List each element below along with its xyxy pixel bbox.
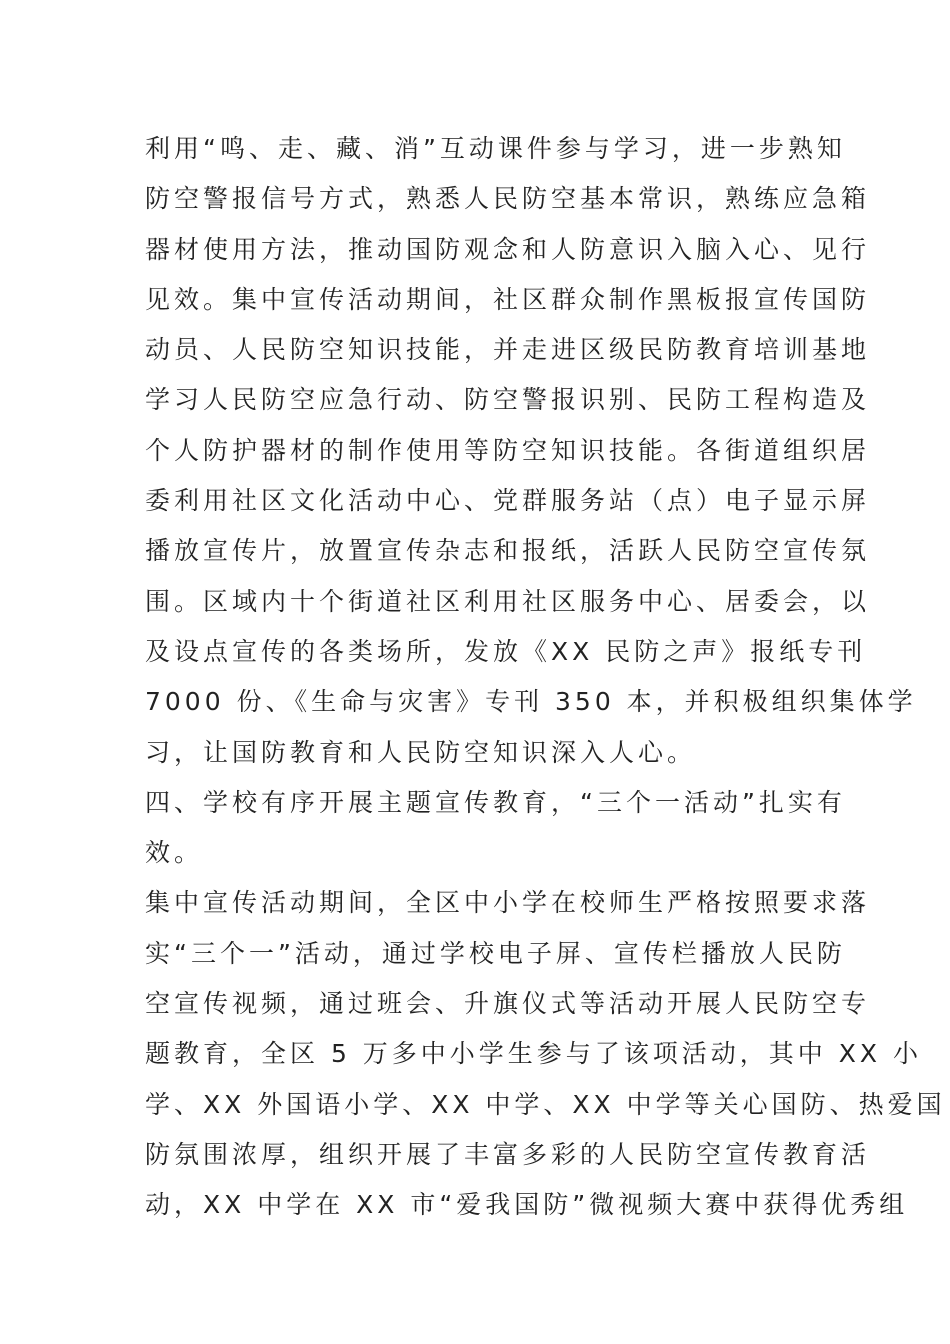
- text-line: 防氛围浓厚，组织开展了丰富多彩的人民防空宣传教育活: [145, 1139, 871, 1169]
- text-line: 空宣传视频，通过班会、升旗仪式等活动开展人民防空专: [145, 989, 871, 1019]
- text-line: 习，让国防教育和人民防空知识深入人心。: [145, 737, 697, 767]
- text-line: 个人防护器材的制作使用等防空知识技能。各街道组织居: [145, 435, 871, 465]
- body-text: [145, 124, 946, 1231]
- text-line: 器材使用方法，推动国防观念和人防意识入脑入心、见行: [145, 234, 871, 264]
- text-line: 学习人民防空应急行动、防空警报识别、民防工程构造及: [145, 385, 871, 415]
- section-heading: 四、学校有序开展主题宣传教育，“三个一活动”扎实有: [145, 787, 846, 817]
- text-line: 委利用社区文化活动中心、党群服务站（点）电子显示屏: [145, 486, 871, 516]
- text-line: 播放宣传片，放置宣传杂志和报纸，活跃人民防空宣传氛: [145, 536, 871, 566]
- text-line: 见效。集中宣传活动期间，社区群众制作黑板报宣传国防: [145, 284, 871, 314]
- section-heading: 效。: [145, 838, 204, 868]
- text-line: 动员、人民防空知识技能，并走进区级民防教育培训基地: [145, 335, 871, 365]
- text-line: 实“三个一”活动，通过学校电子屏、宣传栏播放人民防: [145, 938, 846, 968]
- text-line: 学、XX 外国语小学、XX 中学、XX 中学等关心国防、热爱国: [145, 1089, 946, 1119]
- text-line: 及设点宣传的各类场所，发放《XX 民防之声》报纸专刊: [145, 636, 867, 666]
- text-line: 围。区域内十个街道社区利用社区服务中心、居委会，以: [145, 586, 871, 616]
- text-line: 题教育，全区 5 万多中小学生参与了该项活动，其中 XX 小: [145, 1039, 922, 1069]
- text-line: 集中宣传活动期间，全区中小学在校师生严格按照要求落: [145, 888, 871, 918]
- text-line: 利用“鸣、走、藏、消”互动课件参与学习，进一步熟知: [145, 134, 846, 163]
- text-line: 动，XX 中学在 XX 市“爱我国防”微视频大赛中获得优秀组: [145, 1190, 909, 1220]
- text-line: 7000 份、《生命与灾害》专刊 350 本，并积极组织集体学: [145, 687, 917, 717]
- text-line: 防空警报信号方式，熟悉人民防空基本常识，熟练应急箱: [145, 184, 871, 214]
